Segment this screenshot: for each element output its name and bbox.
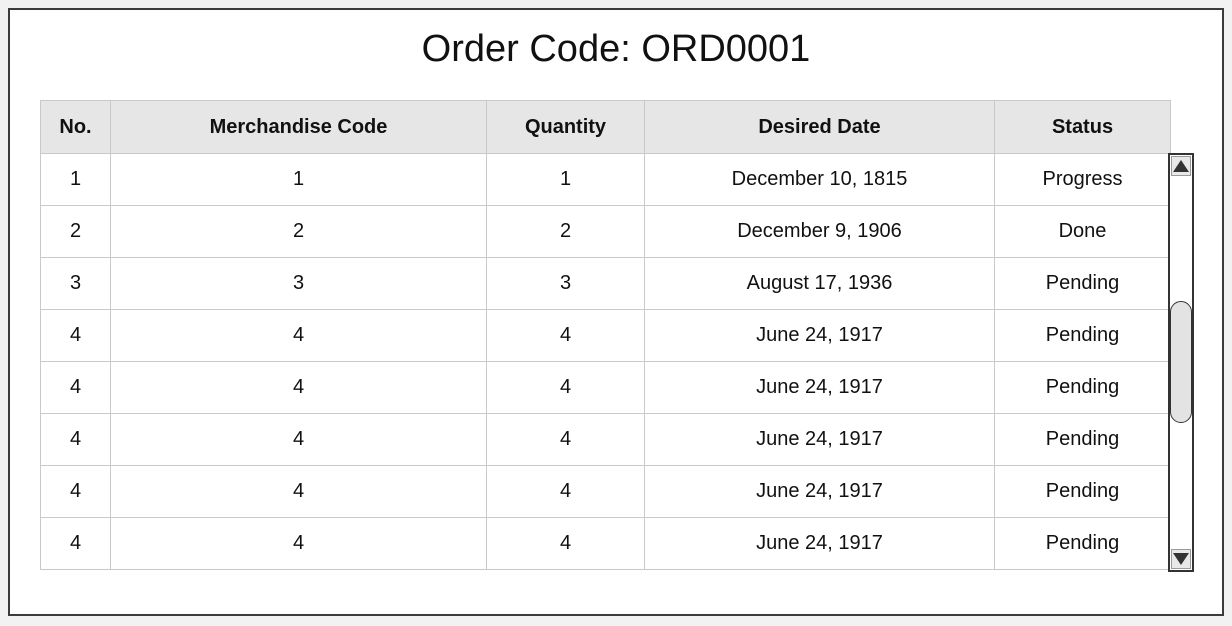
page-title: Order Code: ORD0001 — [421, 28, 811, 70]
table-row[interactable] — [41, 206, 1171, 258]
column-header-no[interactable]: No. — [41, 101, 111, 154]
cell-no: 4 — [41, 414, 111, 466]
triangle-up-icon — [1173, 160, 1189, 172]
column-header-merchandise-code[interactable]: Merchandise Code — [111, 101, 487, 154]
cell-no: 3 — [41, 258, 111, 310]
table-scrollbar[interactable] — [1168, 153, 1194, 572]
table-row[interactable] — [41, 154, 1171, 206]
table-row[interactable] — [41, 414, 1171, 466]
cell-no: 4 — [41, 466, 111, 518]
cell-merchandise-code: 4 — [111, 518, 487, 570]
cell-desired-date: June 24, 1917 — [645, 414, 995, 466]
cell-quantity: 4 — [487, 466, 645, 518]
cell-desired-date: June 24, 1917 — [645, 362, 995, 414]
cell-status: Pending — [995, 414, 1171, 466]
table-header-row — [41, 101, 1171, 154]
cell-desired-date: June 24, 1917 — [645, 466, 995, 518]
order-table — [40, 100, 1171, 570]
cell-status: Progress — [995, 154, 1171, 206]
column-header-quantity[interactable]: Quantity — [487, 101, 645, 154]
table-row[interactable] — [41, 258, 1171, 310]
column-header-desired-date[interactable]: Desired Date — [645, 101, 995, 154]
cell-quantity: 3 — [487, 258, 645, 310]
column-header-status[interactable]: Status — [995, 101, 1171, 154]
scrollbar-thumb[interactable] — [1170, 301, 1192, 423]
cell-no: 4 — [41, 518, 111, 570]
cell-merchandise-code: 4 — [111, 362, 487, 414]
cell-merchandise-code: 4 — [111, 414, 487, 466]
cell-no: 4 — [41, 362, 111, 414]
cell-no: 4 — [41, 310, 111, 362]
cell-status: Pending — [995, 466, 1171, 518]
cell-status: Pending — [995, 362, 1171, 414]
cell-no: 1 — [41, 154, 111, 206]
cell-quantity: 4 — [487, 518, 645, 570]
cell-desired-date: June 24, 1917 — [645, 310, 995, 362]
cell-status: Done — [995, 206, 1171, 258]
table-row[interactable] — [41, 466, 1171, 518]
table-row[interactable] — [41, 310, 1171, 362]
cell-merchandise-code: 4 — [111, 310, 487, 362]
scroll-up-button[interactable] — [1171, 156, 1191, 176]
table-row[interactable] — [41, 362, 1171, 414]
order-window — [8, 8, 1224, 616]
table-row[interactable] — [41, 518, 1171, 570]
cell-merchandise-code: 3 — [111, 258, 487, 310]
triangle-down-icon — [1173, 553, 1189, 565]
cell-quantity: 4 — [487, 362, 645, 414]
cell-merchandise-code: 4 — [111, 466, 487, 518]
scroll-down-button[interactable] — [1171, 549, 1191, 569]
cell-desired-date: June 24, 1917 — [645, 518, 995, 570]
cell-status: Pending — [995, 310, 1171, 362]
cell-desired-date: December 9, 1906 — [645, 206, 995, 258]
cell-quantity: 2 — [487, 206, 645, 258]
cell-quantity: 1 — [487, 154, 645, 206]
cell-desired-date: December 10, 1815 — [645, 154, 995, 206]
cell-merchandise-code: 1 — [111, 154, 487, 206]
cell-desired-date: August 17, 1936 — [645, 258, 995, 310]
cell-status: Pending — [995, 518, 1171, 570]
cell-quantity: 4 — [487, 414, 645, 466]
cell-quantity: 4 — [487, 310, 645, 362]
cell-status: Pending — [995, 258, 1171, 310]
order-table-container — [40, 100, 1170, 570]
cell-merchandise-code: 2 — [111, 206, 487, 258]
cell-no: 2 — [41, 206, 111, 258]
